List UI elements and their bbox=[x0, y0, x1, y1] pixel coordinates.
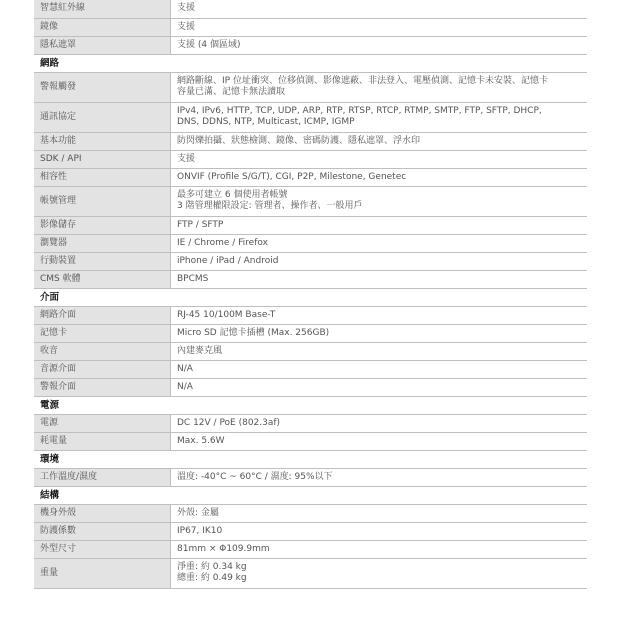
spec-value-line: N/A bbox=[177, 363, 193, 374]
spec-value bbox=[171, 378, 588, 396]
spec-label: 機身外殼 bbox=[34, 504, 171, 522]
spec-label: SDK / API bbox=[34, 150, 171, 168]
spec-value-line: 防閃爍拍攝、狀態檢測、鏡像、密碼防護、隱私遮罩、浮水印 bbox=[177, 135, 421, 146]
section-header bbox=[34, 54, 587, 72]
spec-label: 隱私遮罩 bbox=[34, 36, 171, 54]
spec-row bbox=[34, 558, 587, 588]
spec-label: 外型尺寸 bbox=[34, 540, 171, 558]
spec-value-line: Max. 5.6W bbox=[177, 435, 225, 446]
spec-value-line: IP67, IK10 bbox=[177, 525, 223, 536]
spec-value bbox=[171, 168, 588, 186]
spec-label: 電源 bbox=[34, 414, 171, 432]
spec-table bbox=[34, 0, 587, 589]
spec-row bbox=[34, 234, 587, 252]
spec-row bbox=[34, 360, 587, 378]
spec-row bbox=[34, 0, 587, 18]
spec-label: 鏡像 bbox=[34, 18, 171, 36]
section-title: 結構 bbox=[34, 486, 587, 504]
spec-label: 警報介面 bbox=[34, 378, 171, 396]
spec-label: CMS 軟體 bbox=[34, 270, 171, 288]
spec-value bbox=[171, 324, 588, 342]
spec-value-line: 支援 (4 個區域) bbox=[177, 39, 241, 50]
section-header bbox=[34, 396, 587, 414]
spec-label: 智慧紅外線 bbox=[34, 0, 171, 18]
spec-value bbox=[171, 432, 588, 450]
spec-row bbox=[34, 72, 587, 102]
spec-value bbox=[171, 102, 588, 132]
spec-value-line: BPCMS bbox=[177, 273, 209, 284]
spec-row bbox=[34, 270, 587, 288]
spec-row bbox=[34, 504, 587, 522]
spec-label: 重量 bbox=[34, 558, 171, 588]
spec-row bbox=[34, 414, 587, 432]
spec-label: 網路介面 bbox=[34, 306, 171, 324]
spec-label: 收音 bbox=[34, 342, 171, 360]
spec-value-line: 3 階管理權限設定: 管理者、操作者、一般用戶 bbox=[177, 201, 363, 211]
spec-row bbox=[34, 306, 587, 324]
spec-row bbox=[34, 252, 587, 270]
spec-value bbox=[171, 306, 588, 324]
spec-row bbox=[34, 132, 587, 150]
spec-value bbox=[171, 234, 588, 252]
section-header bbox=[34, 450, 587, 468]
spec-value bbox=[171, 522, 588, 540]
spec-value bbox=[171, 558, 588, 588]
spec-row bbox=[34, 342, 587, 360]
spec-label: 瀏覽器 bbox=[34, 234, 171, 252]
spec-value bbox=[171, 342, 588, 360]
spec-value-line: 81mm × Φ109.9mm bbox=[177, 543, 270, 554]
spec-value-line: 溫度: -40°C ~ 60°C / 濕度: 95%以下 bbox=[177, 471, 333, 482]
spec-label: 行動裝置 bbox=[34, 252, 171, 270]
section-header bbox=[34, 288, 587, 306]
spec-value-line: 支援 bbox=[177, 3, 196, 14]
spec-value bbox=[171, 72, 588, 102]
section-title: 介面 bbox=[34, 288, 587, 306]
spec-row bbox=[34, 36, 587, 54]
spec-value-line: 淨重: 約 0.34 kg bbox=[177, 562, 247, 572]
spec-value-line: N/A bbox=[177, 381, 193, 392]
spec-row bbox=[34, 168, 587, 186]
spec-label: 帳號管理 bbox=[34, 186, 171, 216]
spec-label: 防護係數 bbox=[34, 522, 171, 540]
spec-value-line: ONVIF (Profile S/G/T), CGI, P2P, Milestone, Genetec bbox=[177, 171, 407, 182]
spec-label: 警報觸發 bbox=[34, 72, 171, 102]
spec-value-line: iPhone / iPad / Android bbox=[177, 255, 279, 266]
spec-value bbox=[171, 186, 588, 216]
spec-row bbox=[34, 522, 587, 540]
spec-row bbox=[34, 102, 587, 132]
spec-value bbox=[171, 0, 588, 18]
spec-table-body bbox=[34, 0, 587, 588]
spec-row bbox=[34, 468, 587, 486]
spec-value bbox=[171, 360, 588, 378]
section-title: 電源 bbox=[34, 396, 587, 414]
spec-label: 相容性 bbox=[34, 168, 171, 186]
section-header bbox=[34, 486, 587, 504]
spec-row bbox=[34, 216, 587, 234]
spec-row bbox=[34, 150, 587, 168]
spec-value bbox=[171, 504, 588, 522]
spec-value-line: 支援 bbox=[177, 153, 196, 164]
spec-row bbox=[34, 324, 587, 342]
spec-value-line: 外殼: 金屬 bbox=[177, 507, 219, 518]
spec-value-line: FTP / SFTP bbox=[177, 219, 224, 230]
section-title: 網路 bbox=[34, 54, 587, 72]
spec-value-line: IE / Chrome / Firefox bbox=[177, 237, 268, 248]
spec-value-line: 網路斷線、IP 位址衝突、位移偵測、影像遮蔽、非法登入、電壓偵測、記憶卡未安裝、記憶卡 bbox=[177, 76, 548, 86]
spec-label: 工作溫度/濕度 bbox=[34, 468, 171, 486]
spec-value bbox=[171, 252, 588, 270]
spec-value-line: DNS, DDNS, NTP, Multicast, ICMP, IGMP bbox=[177, 117, 355, 127]
spec-label: 記憶卡 bbox=[34, 324, 171, 342]
spec-label: 基本功能 bbox=[34, 132, 171, 150]
spec-value bbox=[171, 468, 588, 486]
spec-value bbox=[171, 270, 588, 288]
spec-value-line: 內建麥克風 bbox=[177, 345, 223, 356]
spec-row bbox=[34, 540, 587, 558]
spec-row bbox=[34, 186, 587, 216]
spec-value bbox=[171, 540, 588, 558]
spec-row bbox=[34, 378, 587, 396]
spec-value bbox=[171, 132, 588, 150]
spec-value-line: Micro SD 記憶卡插槽 (Max. 256GB) bbox=[177, 327, 330, 338]
spec-label: 耗電量 bbox=[34, 432, 171, 450]
spec-label: 影像儲存 bbox=[34, 216, 171, 234]
spec-label: 音源介面 bbox=[34, 360, 171, 378]
spec-row bbox=[34, 18, 587, 36]
spec-row bbox=[34, 432, 587, 450]
spec-label: 通訊協定 bbox=[34, 102, 171, 132]
spec-value bbox=[171, 18, 588, 36]
section-title: 環境 bbox=[34, 450, 587, 468]
spec-value bbox=[171, 414, 588, 432]
spec-value-line: 總重: 約 0.49 kg bbox=[177, 573, 247, 583]
spec-value-line: 容量已滿、記憶卡無法讀取 bbox=[177, 87, 286, 97]
spec-value-line: 支援 bbox=[177, 21, 196, 32]
spec-value bbox=[171, 216, 588, 234]
spec-value-line: RJ-45 10/100M Base-T bbox=[177, 309, 276, 320]
spec-value-line: IPv4, IPv6, HTTP, TCP, UDP, ARP, RTP, RTSP, RTCP, RTMP, SMTP, FTP, SFTP, DHCP, bbox=[177, 106, 542, 116]
spec-value-line: 最多可建立 6 個使用者帳號 bbox=[177, 190, 288, 200]
spec-value bbox=[171, 150, 588, 168]
spec-value bbox=[171, 36, 588, 54]
spec-value-line: DC 12V / PoE (802.3af) bbox=[177, 417, 281, 428]
